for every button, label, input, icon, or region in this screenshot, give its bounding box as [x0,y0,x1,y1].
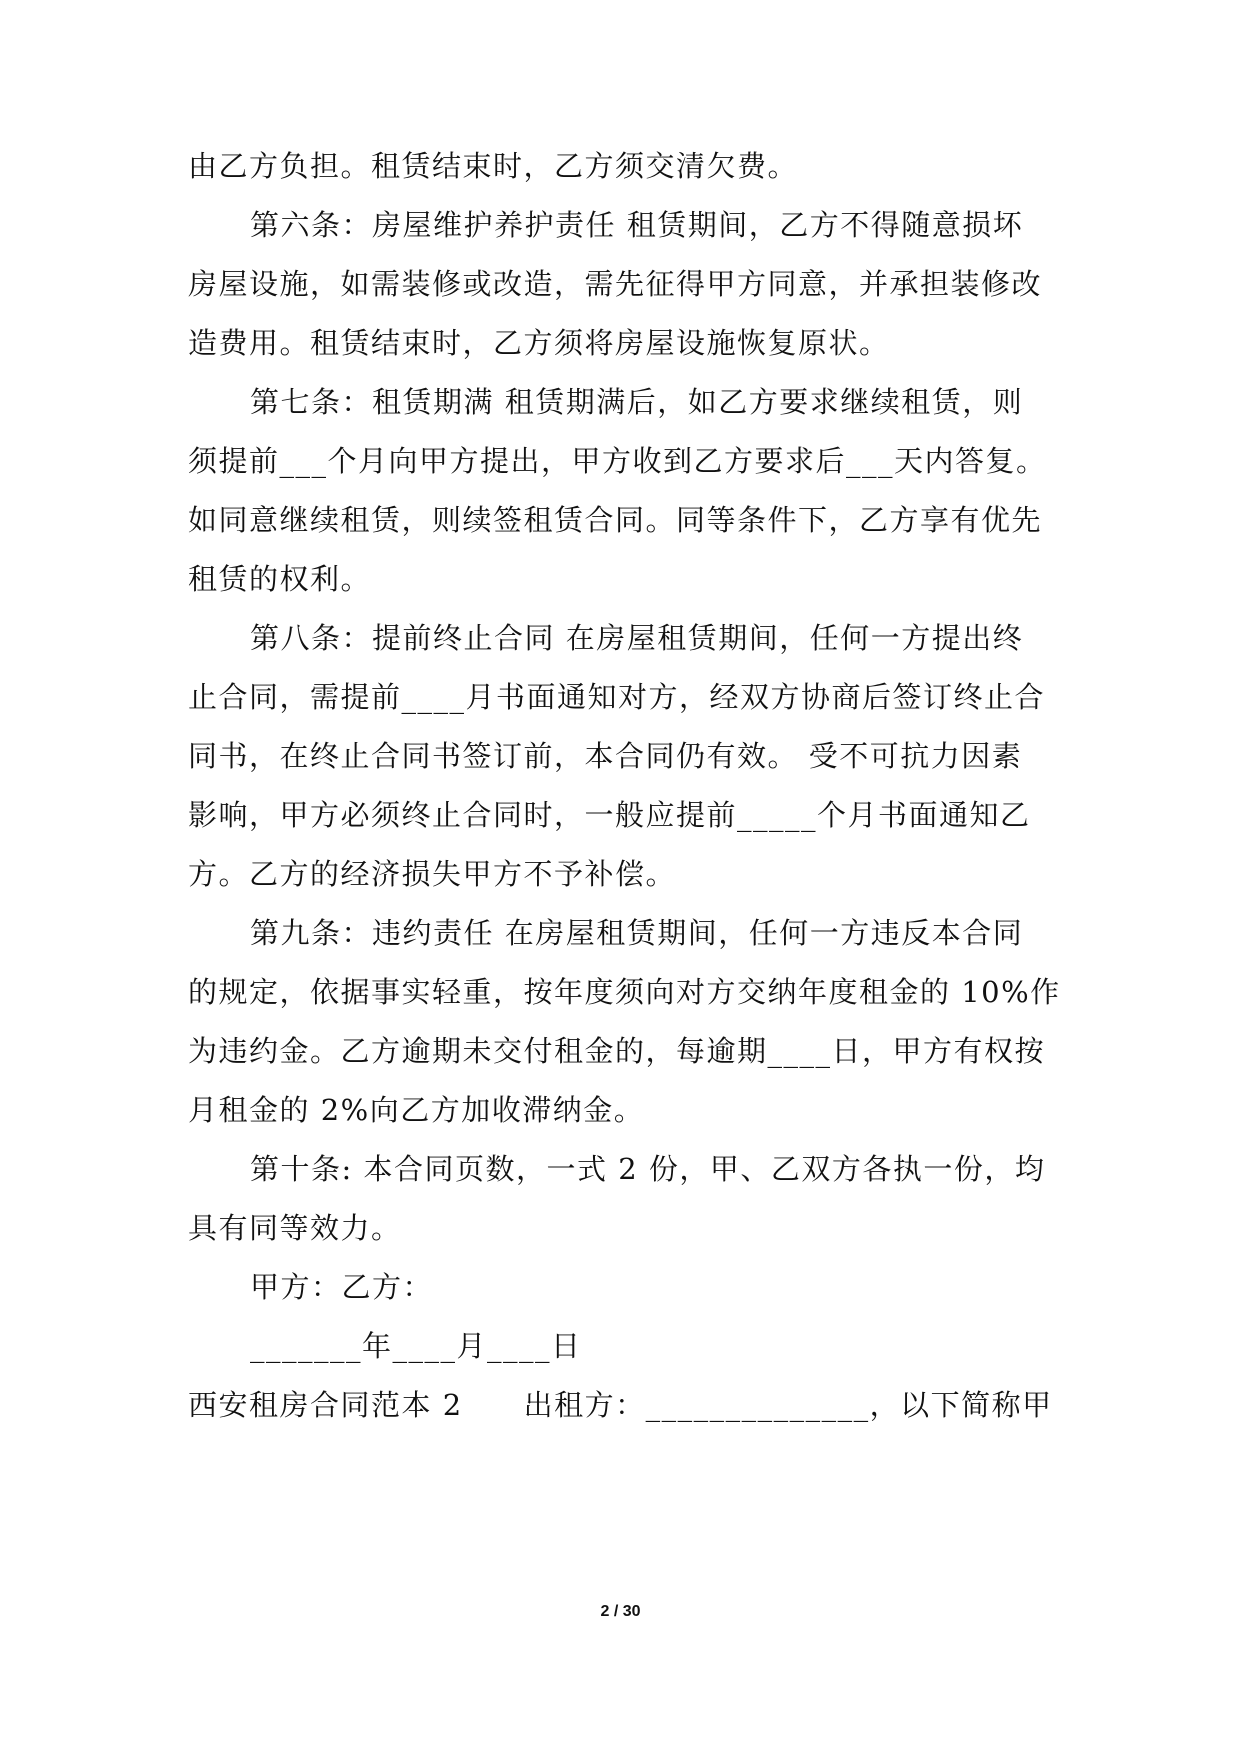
text-line: 方。乙方的经济损失甲方不予补偿。 [188,857,677,891]
text-line: 具有同等效力。 [188,1211,402,1245]
article-6-heading: 第六条：房屋维护养护责任 租赁期间，乙方不得随意损坏 [250,208,1024,242]
text-line: 为违约金。乙方逾期未交付租金的，每逾期____日，甲方有权按 [188,1034,1046,1068]
article-7-heading: 第七条：租赁期满 租赁期满后，如乙方要求继续租赁，则 [250,385,1024,419]
text-line: 影响，甲方必须终止合同时，一般应提前_____个月书面通知乙 [188,798,1031,832]
article-10-heading: 第十条: 本合同页数，一式 2 份，甲、乙双方各执一份，均 [250,1152,1046,1186]
page-number: 2 / 30 [600,1603,641,1620]
text-line: 如同意继续租赁，则续签租赁合同。同等条件下，乙方享有优先 [188,503,1043,537]
text-line: 租赁的权利。 [188,562,372,596]
article-8-heading: 第八条：提前终止合同 在房屋租赁期间，任何一方提出终 [250,621,1024,655]
text-line: 须提前___个月向甲方提出，甲方收到乙方要求后___天内答复。 [188,444,1047,478]
text-line: 房屋设施，如需装修或改造，需先征得甲方同意，并承担装修改 [188,267,1043,301]
text-line: 的规定，依据事实轻重，按年度须向对方交纳年度租金的 10%作 [188,975,1061,1009]
signature-date: _______年____月____日 [250,1329,582,1363]
signature-parties: 甲方：乙方： [250,1270,434,1304]
text-line: 同书，在终止合同书签订前，本合同仍有效。 受不可抗力因素 [188,739,1023,773]
text-line: 月租金的 2%向乙方加收滞纳金。 [188,1093,645,1127]
contract-2-heading: 西安租房合同范本 2 出租方：______________，以下简称甲 [188,1388,1053,1422]
text-line: 止合同，需提前____月书面通知对方，经双方协商后签订终止合 [188,680,1046,714]
text-line: 造费用。租赁结束时，乙方须将房屋设施恢复原状。 [188,326,890,360]
text-line: 由乙方负担。租赁结束时，乙方须交清欠费。 [188,149,799,183]
article-9-heading: 第九条：违约责任 在房屋租赁期间，任何一方违反本合同 [250,916,1024,950]
